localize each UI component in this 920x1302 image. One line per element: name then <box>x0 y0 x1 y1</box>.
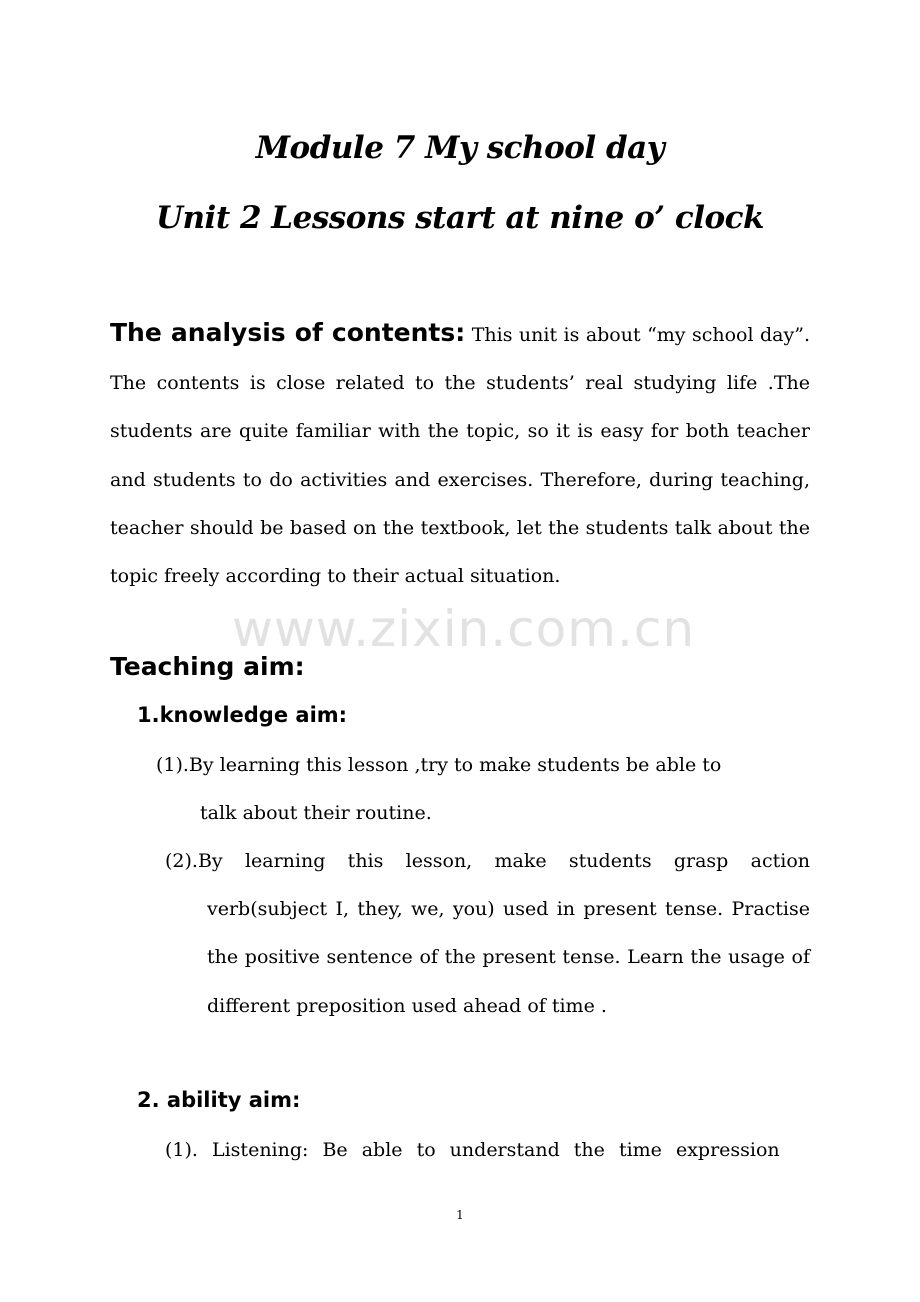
analysis-label: The analysis of contents: <box>110 318 466 347</box>
knowledge-item-1-line2: talk about their routine. <box>200 802 432 825</box>
module-title: Module 7 My school day <box>255 130 665 166</box>
knowledge-item-1 <box>156 741 810 837</box>
unit-title: Unit 2 Lessons start at nine o’ clock <box>155 200 765 236</box>
ability-aim-heading: 2. ability aim: <box>137 1088 301 1112</box>
knowledge-item-2-text: (2).By learning this lesson, make students grasp action verb(subject I, they, we, you) used in present tense. Practise the positive sentence of the present tense. Learn the usage of different preposition used ahead of time . <box>165 850 810 1017</box>
knowledge-item-1-line1: (1).By learning this lesson ,try to make students be able to <box>156 754 722 776</box>
teaching-aim-heading: Teaching aim: <box>110 652 305 681</box>
knowledge-item-2 <box>165 837 810 1030</box>
ability-item-1-text: (1). Listening: Be able to understand the time expression <box>165 1139 780 1161</box>
page-number: 1 <box>456 1208 464 1222</box>
watermark: www.zixin.com.cn <box>232 600 696 658</box>
analysis-paragraph <box>110 309 810 600</box>
knowledge-aim-heading: 1.knowledge aim: <box>137 703 348 727</box>
analysis-text: This unit is about “my school day”. The contents is close related to the students’ real studying life .The students are quite familiar with the topic, so it is easy for both teacher and students to do activities and exercises. Therefore, during teaching, teacher should be based on the textbook, let the students talk about the topic freely according to their actual situation. <box>110 324 810 588</box>
ability-item-1 <box>165 1126 810 1174</box>
